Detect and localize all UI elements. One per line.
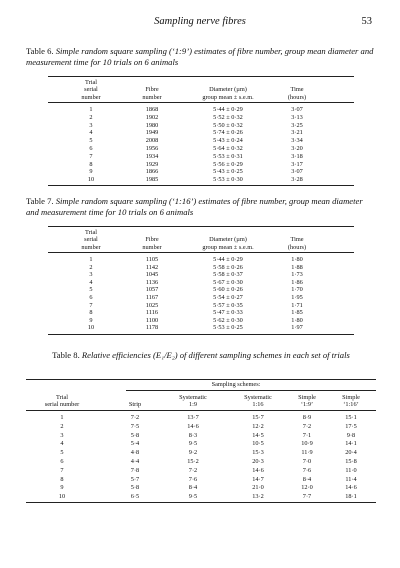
- table6-top-rule: [48, 76, 354, 77]
- table8-header-sys9-line-2: 1:9: [188, 401, 198, 409]
- table8-cell-r7-c1: 7: [60, 466, 64, 474]
- table6-cell-r2-c3: 5·52 ± 0·32: [213, 113, 243, 121]
- table7-caption: [26, 196, 376, 218]
- table8-cell-r1-c6: 15·1: [345, 414, 357, 421]
- table8-cell-r6-c6: 15·8: [345, 458, 357, 465]
- table8-cell-r1-c3: 13·7: [187, 414, 199, 421]
- table6-cell-r10-c3: 5·53 ± 0·30: [213, 176, 243, 184]
- table6-cell-r8-c3: 5·56 ± 0·29: [213, 160, 243, 168]
- table6-cell-r7-c2: 1934: [145, 152, 159, 160]
- table8-cell-r4-c6: 14·1: [345, 440, 357, 448]
- table8-cell-r3-c3: 8·3: [188, 431, 198, 439]
- table7-cell-r4-c4: 1·86: [291, 278, 303, 286]
- table7-cell-r8-c4: 1·85: [291, 309, 303, 317]
- table8-cell-r1-c4: 15·7: [252, 414, 264, 421]
- table8-cell-r2-c6: 17·5: [345, 422, 357, 430]
- table7-cell-r8-c3: 5·47 ± 0·33: [213, 309, 243, 317]
- table6-cell-r1-c3: 5·44 ± 0·29: [213, 106, 243, 113]
- table7-cell-r4-c3: 5·67 ± 0·30: [213, 278, 243, 286]
- table8-cell-r7-c4: 14·6: [252, 466, 264, 474]
- table7-cell-r1-c1: 1: [89, 256, 93, 263]
- table6-cell-r1-c1: 1: [89, 106, 93, 113]
- table6-cell-r9-c2: 1866: [145, 168, 159, 176]
- table8-header-simple16-line-2: ‘1:16’: [343, 401, 359, 409]
- table7-cell-r7-c3: 5·57 ± 0·35: [213, 301, 243, 309]
- table8-cell-r5-c1: 5: [60, 449, 64, 457]
- table7-cell-r3-c3: 5·58 ± 0·37: [213, 271, 243, 279]
- table7-cell-r4-c1: 4: [89, 278, 93, 286]
- table8-header-strip-line-2: Strip: [128, 401, 142, 409]
- table7-cell-r7-c4: 1·71: [291, 301, 303, 309]
- table6-label: Table 6.: [26, 46, 54, 56]
- table7-cell-r10-c3: 5·53 ± 0·25: [213, 324, 243, 332]
- table8-header-simple9-line-1: Simple: [298, 394, 316, 401]
- table7-cell-r2-c3: 5·58 ± 0·26: [213, 263, 243, 271]
- table7-cell-r6-c3: 5·54 ± 0·27: [213, 294, 243, 301]
- table8-cell-r2-c1: 2: [60, 422, 64, 430]
- table7-header-trial-line-1: Trial: [84, 229, 98, 236]
- table7-header-fibre-line-1: Fibre: [145, 236, 159, 244]
- table8-header-simple9-line-2: ‘1:9’: [300, 401, 314, 409]
- table7-cell-r9-c1: 9: [89, 316, 93, 324]
- table8-header-trial-line-2: serial number: [44, 401, 80, 409]
- table8-cell-r4-c1: 4: [60, 440, 64, 448]
- running-head: Sampling nerve fibres: [154, 16, 246, 27]
- table8-bottom-rule: [26, 502, 376, 503]
- table8-cell-r3-c6: 9·8: [346, 431, 356, 439]
- table7-cell-r8-c2: 1116: [145, 309, 159, 317]
- table7-header-diameter-line-2: group mean ± s.e.m.: [202, 243, 254, 251]
- table6-cell-r6-c4: 3·20: [291, 145, 303, 152]
- table7-label: Table 7.: [26, 196, 54, 206]
- table7-cell-r9-c4: 1·80: [291, 316, 303, 324]
- table6-cell-r8-c4: 3·17: [291, 160, 303, 168]
- table8-cell-r8-c2: 5·7: [130, 475, 140, 483]
- table6-cell-r3-c2: 1980: [145, 121, 159, 129]
- table8-cell-r3-c4: 14·5: [252, 431, 264, 439]
- table6-cell-r2-c1: 2: [89, 113, 93, 121]
- table8-cell-r9-c3: 8·4: [188, 484, 198, 492]
- table6-cell-r9-c1: 9: [89, 168, 93, 176]
- table7-cell-r7-c1: 7: [89, 301, 93, 309]
- table8-cell-r3-c1: 3: [60, 431, 64, 439]
- table8-cell-r2-c5: 7·2: [302, 422, 312, 430]
- table8-header-sys9-line-1: Systematic: [179, 394, 207, 401]
- table6-header-rule: [48, 102, 354, 103]
- table8-header-rule: [26, 410, 376, 411]
- table6-cell-r1-c4: 3·07: [291, 106, 303, 113]
- table7-header-time-line-1: Time: [290, 236, 304, 244]
- table7-cell-r6-c1: 6: [89, 294, 93, 301]
- table8-cell-r7-c5: 7·6: [302, 466, 312, 474]
- table7-cell-r6-c4: 1·95: [291, 294, 303, 301]
- table8-header-sys16-line-2: 1:16: [252, 401, 264, 409]
- table7-cell-r10-c1: 10: [87, 324, 95, 332]
- table8-cell-r7-c3: 7·2: [188, 466, 198, 474]
- table8-cell-r6-c4: 20·3: [252, 458, 264, 465]
- table6-cell-r5-c1: 5: [89, 137, 93, 145]
- table6-cell-r6-c2: 1956: [145, 145, 159, 152]
- table8-cell-r10-c6: 18·1: [345, 493, 357, 501]
- table6-caption: [26, 46, 376, 68]
- table6-cell-r4-c2: 1949: [145, 129, 159, 137]
- table8-spanner: Sampling schemes:: [211, 381, 261, 388]
- table7-top-rule: [48, 226, 354, 227]
- table6-cell-r7-c1: 7: [89, 152, 93, 160]
- table8-cell-r5-c3: 9·2: [188, 449, 198, 457]
- table6-cell-r5-c3: 5·43 ± 0·24: [213, 137, 243, 145]
- table8-cell-r10-c5: 7·7: [302, 493, 312, 501]
- table8-cell-r4-c2: 5·4: [130, 440, 140, 448]
- table8-cell-r5-c2: 4·8: [130, 449, 140, 457]
- table8-cell-r8-c5: 8·4: [302, 475, 312, 483]
- table8-cell-r10-c1: 10: [58, 493, 66, 501]
- table8-cell-r9-c5: 12·0: [301, 484, 313, 492]
- table6-cell-r4-c3: 5·74 ± 0·26: [213, 129, 243, 137]
- table8-cell-r7-c6: 11·0: [345, 466, 357, 474]
- table6-cell-r6-c3: 5·64 ± 0·32: [213, 145, 243, 152]
- table6-cell-r9-c3: 5·43 ± 0·25: [213, 168, 243, 176]
- table7-header-fibre-line-2: number: [142, 243, 162, 251]
- table6-cell-r3-c1: 3: [89, 121, 93, 129]
- table8-label: Table 8.: [52, 350, 80, 360]
- table7-cell-r10-c2: 1178: [145, 324, 159, 332]
- table6-caption-text: Simple random square sampling (‘1:9’) estimates of fibre number, group mean diameter and measurement time for 10 trials on 6 animals: [26, 46, 374, 67]
- table8-cell-r2-c3: 14·6: [187, 422, 199, 430]
- table6-cell-r3-c3: 5·50 ± 0·32: [213, 121, 243, 129]
- table7-cell-r5-c4: 1·70: [291, 286, 303, 294]
- table7-cell-r2-c4: 1·88: [291, 263, 303, 271]
- table6-cell-r2-c4: 3·13: [291, 113, 303, 121]
- table7-caption-text: Simple random square sampling (‘1:16’) estimates of fibre number, group mean diameter and measurement time for 10 trials on 6 animals: [26, 196, 363, 217]
- table7-bottom-rule: [48, 334, 354, 335]
- table6-bottom-rule: [48, 185, 354, 186]
- table8-cell-r9-c6: 14·6: [345, 484, 357, 492]
- table8-cell-r1-c5: 8·9: [302, 414, 312, 421]
- table8-cell-r6-c3: 15·2: [187, 458, 199, 465]
- table6-cell-r3-c4: 3·25: [291, 121, 303, 129]
- table8-cell-r3-c2: 5·8: [130, 431, 140, 439]
- table7-cell-r2-c1: 2: [89, 263, 93, 271]
- table6-header-trial-line-2: serial: [84, 86, 98, 94]
- table8-cell-r9-c4: 21·0: [252, 484, 264, 492]
- table6-cell-r8-c2: 1929: [145, 160, 159, 168]
- table6-header-diameter-line-2: group mean ± s.e.m.: [202, 93, 254, 101]
- table7-header-time-line-2: (hours): [287, 243, 307, 251]
- table6-header-trial-line-3: number: [81, 93, 101, 101]
- table7-cell-r5-c2: 1057: [145, 286, 159, 294]
- table8-spanner-rule: [126, 390, 376, 391]
- table8-top-rule: [26, 379, 376, 380]
- table6-cell-r8-c1: 8: [89, 160, 93, 168]
- table8-cell-r10-c4: 13·2: [252, 493, 264, 501]
- table6-header-trial-line-1: Trial: [84, 79, 98, 86]
- table7-cell-r3-c2: 1045: [145, 271, 159, 279]
- table7-cell-r10-c4: 1·97: [291, 324, 303, 332]
- table8-cell-r3-c5: 7·1: [302, 431, 312, 439]
- table8-cell-r6-c1: 6: [60, 458, 64, 465]
- table7-cell-r1-c2: 1105: [145, 256, 159, 263]
- table8-cell-r1-c2: 7·2: [130, 414, 140, 421]
- page-number: 53: [361, 16, 372, 27]
- table8-cell-r8-c3: 7·6: [188, 475, 198, 483]
- table8-cell-r2-c2: 7·5: [130, 422, 140, 430]
- table8-cell-r8-c6: 11·4: [345, 475, 357, 483]
- table8-cell-r2-c4: 12·2: [252, 422, 264, 430]
- table7-cell-r3-c4: 1·73: [291, 271, 303, 279]
- table6-cell-r10-c2: 1985: [145, 176, 159, 184]
- table6-header-time-line-2: (hours): [287, 93, 307, 101]
- table8-header-trial-line-1: Trial: [55, 394, 69, 401]
- table7-cell-r6-c2: 1167: [145, 294, 159, 301]
- table8-cell-r9-c2: 5·8: [130, 484, 140, 492]
- table7-cell-r7-c2: 1025: [145, 301, 159, 309]
- table6-cell-r2-c2: 1902: [145, 113, 159, 121]
- table7-cell-r8-c1: 8: [89, 309, 93, 317]
- table6-header-fibre-line-2: number: [142, 93, 162, 101]
- table8-cell-r6-c5: 7·0: [302, 458, 312, 465]
- table6-cell-r7-c3: 5·53 ± 0·31: [213, 152, 243, 160]
- table8-header-sys16-line-1: Systematic: [244, 394, 272, 401]
- table7-cell-r9-c3: 5·62 ± 0·30: [213, 316, 243, 324]
- table7-cell-r1-c3: 5·44 ± 0·29: [213, 256, 243, 263]
- table6-cell-r1-c2: 1868: [145, 106, 159, 113]
- table7-header-diameter-line-1: Diameter (µm): [209, 236, 247, 244]
- table6-header-diameter-line-1: Diameter (µm): [209, 86, 247, 94]
- table6-cell-r4-c4: 3·21: [291, 129, 303, 137]
- table8-cell-r10-c2: 6·5: [130, 493, 140, 501]
- table6-cell-r7-c4: 3·18: [291, 152, 303, 160]
- table8-cell-r4-c3: 9·5: [188, 440, 198, 448]
- table7-header-trial-line-2: serial: [84, 236, 98, 244]
- table7-cell-r4-c2: 1136: [145, 278, 159, 286]
- table8-cell-r4-c4: 10·5: [252, 440, 264, 448]
- table8-cell-r4-c5: 10·9: [301, 440, 313, 448]
- table8-cell-r7-c2: 7·8: [130, 466, 140, 474]
- table8-cell-r8-c4: 14·7: [252, 475, 264, 483]
- table6-header-fibre-line-1: Fibre: [145, 86, 159, 94]
- table7-cell-r2-c2: 1142: [145, 263, 159, 271]
- table6-cell-r5-c4: 3·34: [291, 137, 303, 145]
- table6-cell-r10-c1: 10: [87, 176, 95, 184]
- table8-header-simple16-line-1: Simple: [342, 394, 360, 401]
- table7-cell-r1-c4: 1·80: [291, 256, 303, 263]
- table8-cell-r10-c3: 9·5: [188, 493, 198, 501]
- table6-cell-r4-c1: 4: [89, 129, 93, 137]
- table6-cell-r6-c1: 6: [89, 145, 93, 152]
- table7-header-trial-line-3: number: [81, 243, 101, 251]
- table8-cell-r9-c1: 9: [60, 484, 64, 492]
- table8-cell-r1-c1: 1: [60, 414, 64, 421]
- table7-cell-r9-c2: 1100: [145, 316, 159, 324]
- table8-cell-r8-c1: 8: [60, 475, 64, 483]
- table6-cell-r9-c4: 3·07: [291, 168, 303, 176]
- table6-header-time-line-1: Time: [290, 86, 304, 94]
- table7-cell-r5-c1: 5: [89, 286, 93, 294]
- table8-cell-r6-c2: 4·4: [130, 458, 140, 465]
- table7-cell-r3-c1: 3: [89, 271, 93, 279]
- table8-cell-r5-c4: 15·3: [252, 449, 264, 457]
- table8-caption-text: Relative efficiencies (E₁/E₂) of different sampling schemes in each set of trials: [81, 350, 350, 360]
- table7-cell-r5-c3: 5·60 ± 0·26: [213, 286, 243, 294]
- table8-cell-r5-c6: 20·4: [345, 449, 357, 457]
- table7-header-rule: [48, 252, 354, 253]
- table8-caption: [26, 350, 376, 361]
- table8-cell-r5-c5: 11·9: [301, 449, 313, 457]
- table6-cell-r10-c4: 3·28: [291, 176, 303, 184]
- table6-cell-r5-c2: 2008: [145, 137, 159, 145]
